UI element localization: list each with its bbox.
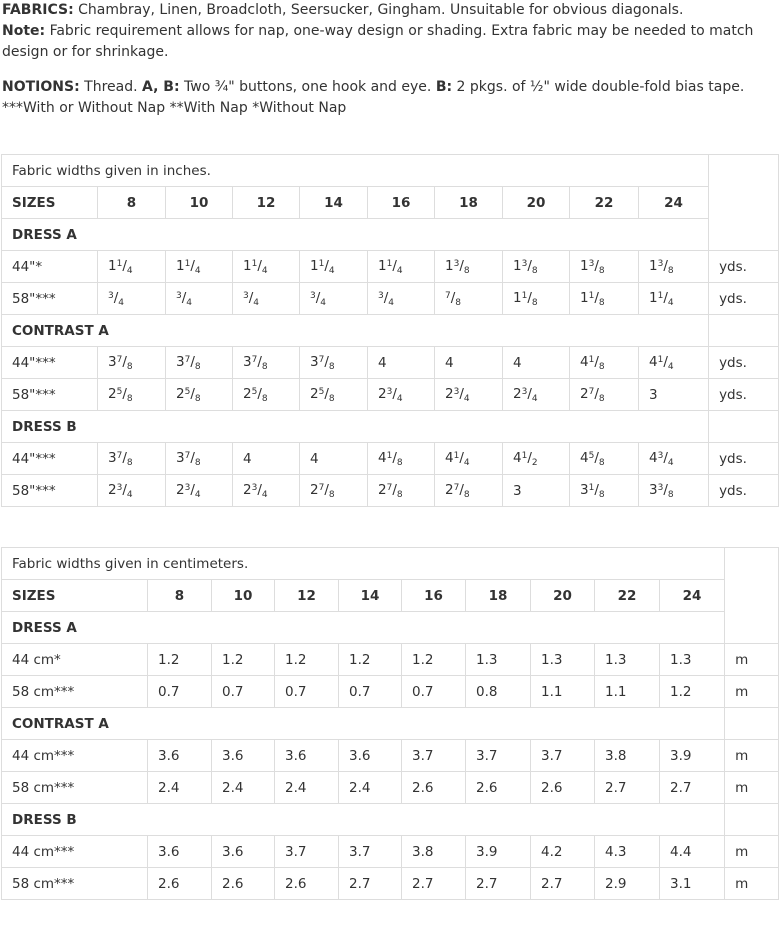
width-label: 44"*** xyxy=(2,347,98,379)
section-row xyxy=(2,612,779,644)
size-header: 10 xyxy=(166,187,233,219)
width-label: 44"* xyxy=(2,251,98,283)
yardage-cell: 3.8 xyxy=(402,836,466,868)
yardage-cell: 2.6 xyxy=(466,772,531,804)
empty-cell xyxy=(709,155,779,251)
yardage-cell: $2^5/_8$ xyxy=(98,379,166,411)
yardage-cell: 1.2 xyxy=(339,644,402,676)
unit-cell: m xyxy=(725,676,779,708)
yardage-cell: 4.4 xyxy=(660,836,725,868)
note-label: Note: xyxy=(2,23,46,39)
size-header: 10 xyxy=(212,580,275,612)
size-header: 22 xyxy=(570,187,639,219)
yardage-cell: 2.4 xyxy=(212,772,275,804)
yardage-cell: $3^7/_8$ xyxy=(233,347,300,379)
yardage-cell: $4^3/_4$ xyxy=(639,443,709,475)
yardage-cell: 3.7 xyxy=(531,740,595,772)
yardage-cell: 2.7 xyxy=(402,868,466,900)
notions-text-1: Thread. xyxy=(79,79,142,95)
yardage-cell: 1.2 xyxy=(212,644,275,676)
yardage-cell: 1.1 xyxy=(595,676,660,708)
yardage-cell: 3 xyxy=(503,475,570,507)
width-label: 44"*** xyxy=(2,443,98,475)
table-row xyxy=(2,283,779,315)
notions-label: NOTIONS: xyxy=(2,79,80,95)
yardage-cell: $2^7/_8$ xyxy=(435,475,503,507)
yardage-cell: 1.3 xyxy=(466,644,531,676)
yardage-cell: 2.6 xyxy=(212,868,275,900)
yardage-cell: $3^3/_8$ xyxy=(639,475,709,507)
fabrics-text: Chambray, Linen, Broadcloth, Seersucker, Gingham. Unsuitable for obvious diagonals. xyxy=(73,2,684,18)
yardage-cell: $2^5/_8$ xyxy=(300,379,368,411)
size-header: 16 xyxy=(402,580,466,612)
size-header: 18 xyxy=(466,580,531,612)
size-header: 20 xyxy=(531,580,595,612)
sizes-label: SIZES xyxy=(2,580,148,612)
yardage-cell: $^3/_4$ xyxy=(300,283,368,315)
yardage-cell: 2.7 xyxy=(660,772,725,804)
section-title: DRESS A xyxy=(2,219,709,251)
sizes-header-row xyxy=(2,580,779,612)
size-header: 14 xyxy=(300,187,368,219)
yardage-cell: $4^1/_8$ xyxy=(368,443,435,475)
yardage-cell: $2^3/_4$ xyxy=(503,379,570,411)
yardage-cell: 1.3 xyxy=(595,644,660,676)
yardage-cell: 2.4 xyxy=(339,772,402,804)
yardage-cell: $2^3/_4$ xyxy=(233,475,300,507)
table-caption: Fabric widths given in centimeters. xyxy=(2,548,725,580)
yardage-cell: 1.2 xyxy=(275,644,339,676)
section-title: DRESS B xyxy=(2,411,709,443)
size-header: 16 xyxy=(368,187,435,219)
yardage-cell: 4 xyxy=(435,347,503,379)
yardage-cell: 3.7 xyxy=(275,836,339,868)
unit-cell: m xyxy=(725,740,779,772)
yardage-cell: 0.7 xyxy=(212,676,275,708)
size-header: 22 xyxy=(595,580,660,612)
table-row xyxy=(2,868,779,900)
unit-cell: m xyxy=(725,836,779,868)
section-row xyxy=(2,411,779,443)
yardage-cell: 2.7 xyxy=(466,868,531,900)
width-label: 58 cm*** xyxy=(2,868,148,900)
yardage-cell: 4 xyxy=(300,443,368,475)
width-label: 58"*** xyxy=(2,475,98,507)
size-header: 8 xyxy=(148,580,212,612)
yardage-cell: $2^7/_8$ xyxy=(570,379,639,411)
fabrics-label: FABRICS: xyxy=(2,2,74,18)
yardage-cell: 0.7 xyxy=(339,676,402,708)
yardage-cell: $1^3/_8$ xyxy=(639,251,709,283)
unit-cell: m xyxy=(725,772,779,804)
yardage-cell: $3^1/_8$ xyxy=(570,475,639,507)
empty-cell xyxy=(725,548,779,644)
table-row xyxy=(2,676,779,708)
yardage-cell: $3^7/_8$ xyxy=(98,347,166,379)
unit-cell: m xyxy=(725,644,779,676)
yardage-cell: $3^7/_8$ xyxy=(98,443,166,475)
unit-cell: yds. xyxy=(709,475,779,507)
yardage-cell: $2^5/_8$ xyxy=(233,379,300,411)
yardage-cell: 1.3 xyxy=(660,644,725,676)
yardage-cell: 3.6 xyxy=(339,740,402,772)
yardage-cell: $2^7/_8$ xyxy=(300,475,368,507)
yardage-cell: 4.3 xyxy=(595,836,660,868)
yardage-cell: 3.6 xyxy=(275,740,339,772)
size-header: 12 xyxy=(275,580,339,612)
yardage-cell: 3.9 xyxy=(660,740,725,772)
section-row xyxy=(2,804,779,836)
table-row xyxy=(2,347,779,379)
yardage-cell: $^3/_4$ xyxy=(368,283,435,315)
empty-cell xyxy=(725,708,779,740)
yardage-cell: $1^1/_8$ xyxy=(503,283,570,315)
yardage-cell: $1^3/_8$ xyxy=(570,251,639,283)
yardage-cell: 3.6 xyxy=(148,836,212,868)
yardage-cell: $4^1/_2$ xyxy=(503,443,570,475)
size-header: 8 xyxy=(98,187,166,219)
fabric-notes xyxy=(0,0,780,119)
table-row xyxy=(2,379,779,411)
yardage-cell: $4^5/_8$ xyxy=(570,443,639,475)
notions-ab-label: A, B: xyxy=(142,79,180,95)
yardage-cell: $4^1/_8$ xyxy=(570,347,639,379)
fabrics-paragraph xyxy=(2,0,778,21)
yardage-cell: $2^3/_4$ xyxy=(368,379,435,411)
yardage-cell: $^3/_4$ xyxy=(233,283,300,315)
yardage-cell: $3^7/_8$ xyxy=(300,347,368,379)
table-row xyxy=(2,740,779,772)
width-label: 44 cm* xyxy=(2,644,148,676)
yardage-cell: $^7/_8$ xyxy=(435,283,503,315)
empty-cell xyxy=(709,411,779,443)
yardage-cell: 2.4 xyxy=(275,772,339,804)
yardage-cell: 4.2 xyxy=(531,836,595,868)
notions-text-3: 2 pkgs. of ½" wide double-fold bias tape. ***With or Without Nap **With Nap *Without Nap xyxy=(2,79,745,116)
yardage-cell: 2.9 xyxy=(595,868,660,900)
yardage-cell: $2^3/_4$ xyxy=(98,475,166,507)
section-row xyxy=(2,315,779,347)
yardage-cell: 0.7 xyxy=(402,676,466,708)
section-title: DRESS B xyxy=(2,804,725,836)
yardage-cell: 2.6 xyxy=(531,772,595,804)
table-row xyxy=(2,475,779,507)
size-header: 24 xyxy=(660,580,725,612)
width-label: 58"*** xyxy=(2,283,98,315)
section-row xyxy=(2,219,779,251)
unit-cell: m xyxy=(725,868,779,900)
size-header: 18 xyxy=(435,187,503,219)
yardage-cell: 0.8 xyxy=(466,676,531,708)
width-label: 58 cm*** xyxy=(2,772,148,804)
table-row xyxy=(2,644,779,676)
note-paragraph xyxy=(2,21,778,63)
yardage-cell: 0.7 xyxy=(275,676,339,708)
yardage-cell: 1.1 xyxy=(531,676,595,708)
size-header: 20 xyxy=(503,187,570,219)
sizes-header-row xyxy=(2,187,779,219)
yardage-cell: 3.6 xyxy=(212,836,275,868)
yardage-cell: $1^1/_4$ xyxy=(639,283,709,315)
yardage-cell: $1^3/_8$ xyxy=(435,251,503,283)
yardage-cell: 1.3 xyxy=(531,644,595,676)
yardage-cell: $1^1/_4$ xyxy=(233,251,300,283)
caption-row xyxy=(2,155,779,187)
notions-text-2: Two ¾" buttons, one hook and eye. xyxy=(179,79,436,95)
yardage-cell: $1^3/_8$ xyxy=(503,251,570,283)
section-title: CONTRAST A xyxy=(2,708,725,740)
yardage-cell: 1.2 xyxy=(148,644,212,676)
yardage-cell: $1^1/_8$ xyxy=(570,283,639,315)
width-label: 58 cm*** xyxy=(2,676,148,708)
yardage-cell: $2^3/_4$ xyxy=(166,475,233,507)
yardage-cell: $2^5/_8$ xyxy=(166,379,233,411)
size-header: 24 xyxy=(639,187,709,219)
unit-cell: yds. xyxy=(709,251,779,283)
yardage-cell: $2^3/_4$ xyxy=(435,379,503,411)
yardage-cell: 3.7 xyxy=(466,740,531,772)
width-label: 58"*** xyxy=(2,379,98,411)
table-row xyxy=(2,772,779,804)
yardage-cell: $1^1/_4$ xyxy=(98,251,166,283)
yardage-cell: 2.4 xyxy=(148,772,212,804)
width-label: 44 cm*** xyxy=(2,836,148,868)
yardage-cell: 3 xyxy=(639,379,709,411)
unit-cell: yds. xyxy=(709,443,779,475)
yardage-cell: $^3/_4$ xyxy=(166,283,233,315)
yardage-cell: 1.2 xyxy=(660,676,725,708)
unit-cell: yds. xyxy=(709,379,779,411)
table-row xyxy=(2,251,779,283)
empty-cell xyxy=(709,315,779,347)
note-text: Fabric requirement allows for nap, one-way design or shading. Extra fabric may be needed to match design or for shrinkage. xyxy=(2,23,754,60)
yardage-cell: $1^1/_4$ xyxy=(166,251,233,283)
yardage-cell: $4^1/_4$ xyxy=(435,443,503,475)
yardage-cell: 3.9 xyxy=(466,836,531,868)
yardage-cell: 2.6 xyxy=(275,868,339,900)
empty-cell xyxy=(725,804,779,836)
inches-table xyxy=(1,154,779,507)
table-row xyxy=(2,443,779,475)
yardage-cell: $^3/_4$ xyxy=(98,283,166,315)
yardage-cell: 4 xyxy=(233,443,300,475)
yardage-cell: $2^7/_8$ xyxy=(368,475,435,507)
table-caption: Fabric widths given in inches. xyxy=(2,155,709,187)
section-row xyxy=(2,708,779,740)
yardage-cell: $1^1/_4$ xyxy=(368,251,435,283)
yardage-cell: 4 xyxy=(368,347,435,379)
yardage-cell: 4 xyxy=(503,347,570,379)
yardage-cell: 3.1 xyxy=(660,868,725,900)
yardage-cell: 1.2 xyxy=(402,644,466,676)
yardage-cell: $4^1/_4$ xyxy=(639,347,709,379)
yardage-cell: $1^1/_4$ xyxy=(300,251,368,283)
yardage-cell: 3.7 xyxy=(402,740,466,772)
notions-b-label: B: xyxy=(435,79,453,95)
size-header: 14 xyxy=(339,580,402,612)
yardage-cell: 2.6 xyxy=(148,868,212,900)
width-label: 44 cm*** xyxy=(2,740,148,772)
yardage-cell: $3^7/_8$ xyxy=(166,443,233,475)
yardage-cell: 3.6 xyxy=(212,740,275,772)
yardage-cell: $3^7/_8$ xyxy=(166,347,233,379)
yardage-cell: 2.7 xyxy=(531,868,595,900)
yardage-cell: 2.7 xyxy=(595,772,660,804)
yardage-cell: 2.7 xyxy=(339,868,402,900)
section-title: CONTRAST A xyxy=(2,315,709,347)
sizes-label: SIZES xyxy=(2,187,98,219)
yardage-cell: 3.6 xyxy=(148,740,212,772)
yardage-cell: 0.7 xyxy=(148,676,212,708)
yardage-cell: 2.6 xyxy=(402,772,466,804)
caption-row xyxy=(2,548,779,580)
table-row xyxy=(2,836,779,868)
unit-cell: yds. xyxy=(709,347,779,379)
notions-paragraph xyxy=(2,77,778,119)
centimeters-table xyxy=(1,547,779,900)
size-header: 12 xyxy=(233,187,300,219)
unit-cell: yds. xyxy=(709,283,779,315)
section-title: DRESS A xyxy=(2,612,725,644)
yardage-cell: 3.8 xyxy=(595,740,660,772)
yardage-cell: 3.7 xyxy=(339,836,402,868)
